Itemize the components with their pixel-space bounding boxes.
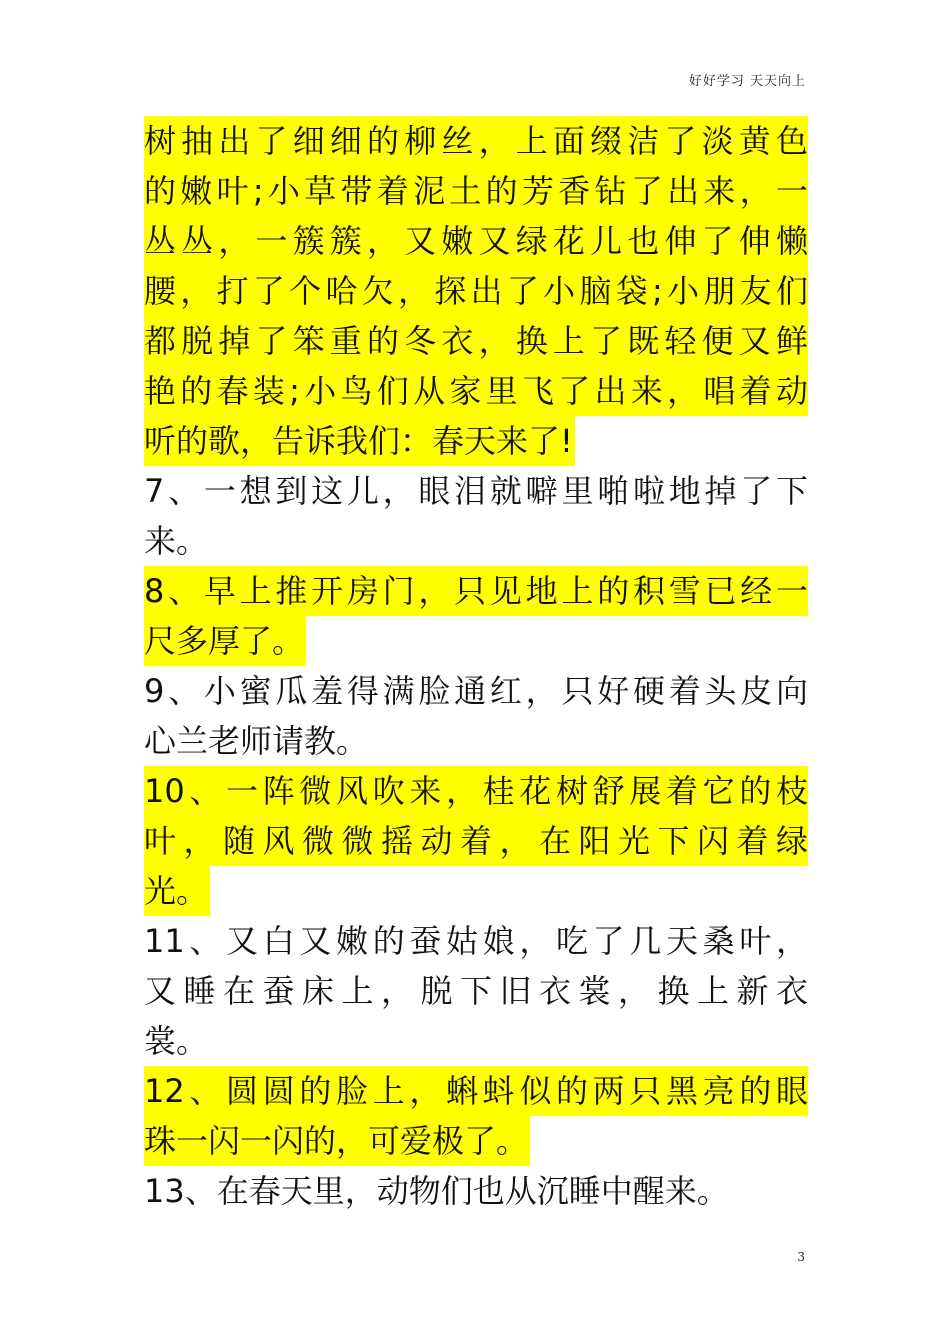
page-number: 3: [797, 1250, 805, 1264]
highlighted-text-line: [144, 316, 808, 366]
line-text: 听的歌，告诉我们：春天来了!: [144, 416, 575, 466]
line-text: 丛丛，一簇簇，又嫩又绿花儿也伸了伸懒: [144, 216, 808, 266]
line-text: 珠一闪一闪的，可爱极了。: [144, 1116, 530, 1166]
line-text: 尺多厚了。: [144, 616, 306, 666]
line-text: 的嫩叶;小草带着泥土的芳香钻了出来，一: [144, 166, 808, 216]
highlighted-text-line: [144, 766, 808, 816]
page-header: 好好学习 天天向上: [688, 74, 806, 89]
line-text: 12、圆圆的脸上，蝌蚪似的两只黑亮的眼: [144, 1066, 808, 1116]
highlighted-text-line: [144, 416, 808, 466]
line-text: 光。: [144, 866, 210, 916]
line-text: 7、一想到这儿，眼泪就噼里啪啦地掉了下: [144, 472, 808, 510]
line-text: 腰，打了个哈欠，探出了小脑袋;小朋友们: [144, 266, 808, 316]
highlighted-text-line: [144, 1116, 808, 1166]
line-text: 又睡在蚕床上，脱下旧衣裳，换上新衣: [144, 972, 808, 1010]
line-text: 10、一阵微风吹来，桂花树舒展着它的枝: [144, 766, 808, 816]
line-text: 裳。: [144, 1022, 209, 1060]
text-line: [144, 466, 808, 516]
highlighted-text-line: [144, 616, 808, 666]
line-text: 8、早上推开房门，只见地上的积雪已经一: [144, 566, 808, 616]
text-line: [144, 966, 808, 1016]
line-text: 都脱掉了笨重的冬衣，换上了既轻便又鲜: [144, 316, 808, 366]
line-text: 叶，随风微微摇动着，在阳光下闪着绿: [144, 816, 808, 866]
line-text: 9、小蜜瓜羞得满脸通红，只好硬着头皮向: [144, 672, 808, 710]
highlighted-text-line: [144, 866, 808, 916]
highlighted-text-line: [144, 216, 808, 266]
text-line: [144, 716, 808, 766]
line-text: 来。: [144, 522, 209, 560]
document-body: [144, 116, 808, 1216]
highlighted-text-line: [144, 166, 808, 216]
text-line: [144, 1166, 808, 1216]
line-text: 11、又白又嫩的蚕姑娘，吃了几天桑叶，: [144, 922, 808, 960]
highlighted-text-line: [144, 116, 808, 166]
line-text: 树抽出了细细的柳丝，上面缀洁了淡黄色: [144, 116, 808, 166]
text-line: [144, 1016, 808, 1066]
text-line: [144, 916, 808, 966]
highlighted-text-line: [144, 816, 808, 866]
text-line: [144, 516, 808, 566]
highlighted-text-line: [144, 266, 808, 316]
line-text: 13、在春天里，动物们也从沉睡中醒来。: [144, 1172, 729, 1210]
highlighted-text-line: [144, 366, 808, 416]
highlighted-text-line: [144, 1066, 808, 1116]
text-line: [144, 666, 808, 716]
line-text: 艳的春装;小鸟们从家里飞了出来，唱着动: [144, 366, 808, 416]
line-text: 心兰老师请教。: [144, 722, 369, 760]
highlighted-text-line: [144, 566, 808, 616]
